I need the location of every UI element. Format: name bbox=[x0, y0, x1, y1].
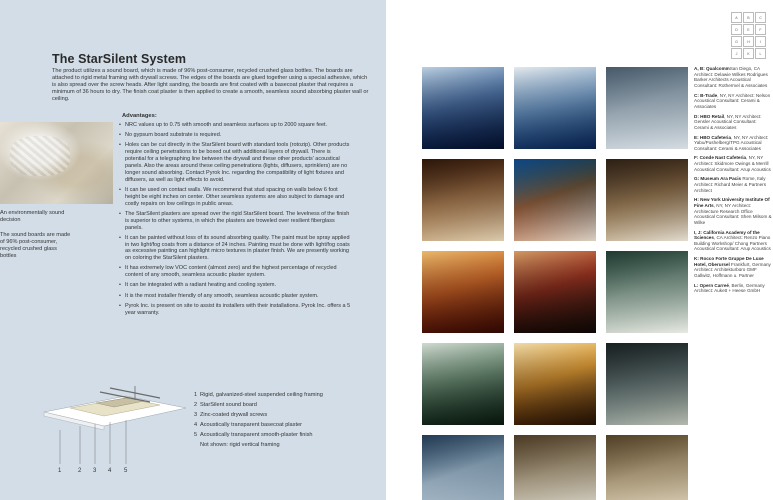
project-entry bbox=[694, 114, 772, 131]
legend-number: 3 bbox=[194, 412, 198, 418]
index-letter: E bbox=[743, 24, 754, 35]
photo-c bbox=[606, 67, 688, 149]
project-detail: Rome, Italy Architect: Richard Meier & Partners Architect bbox=[694, 176, 766, 193]
project-entry bbox=[694, 135, 772, 152]
diagram-label-2: 2 bbox=[78, 468, 82, 474]
photo-i bbox=[606, 251, 688, 333]
project-entry bbox=[694, 256, 772, 278]
legend-text: Zinc-coated drywall screws bbox=[200, 412, 268, 418]
project-detail: , Berlin, Germany Architect: Aukett + Heese GmbH bbox=[694, 282, 765, 294]
advantage-item: • It can be used on contact walls. We recommend that stud spacing on walls below 6 foot height be eight inches on center. Other seamless systems are also subject to damage and costly repairs on low ceilings in public areas. bbox=[119, 187, 351, 208]
photo-index-grid bbox=[731, 12, 766, 59]
ceiling-system-diagram bbox=[40, 378, 190, 478]
photo-d bbox=[422, 159, 504, 241]
diagram-label-3: 3 bbox=[93, 468, 97, 474]
photo-n bbox=[514, 435, 596, 500]
advantage-item: • It can be painted without loss of its sound absorbing quality. The paint must be spray applied in two light/fog coats from a distance of 24 inches. Painting must be done with light/fog coats as excessive painting can highlight micro textures in plaster finish. We are presently working on coloring the StarSilent plasters. bbox=[119, 235, 351, 263]
advantage-item: • No gypsum board substrate is required. bbox=[119, 132, 351, 139]
photo-a bbox=[422, 67, 504, 149]
project-detail: , NY, NY Architect: Gensler Acoustical Consultant: Cerami & Associates bbox=[694, 113, 762, 130]
project-detail: San Diego, CA Architect: Delawie Wilkes Rodrigues Barker Architects Acoustical Consultant: Rothermel & Associates bbox=[694, 66, 768, 88]
photo-caption-text: The sound boards are made of 96% post-consumer, recycled crushed glass bottles bbox=[0, 232, 71, 259]
project-detail: , NY, NY Architect: Nelson Acoustical Consultant: Cerami & Associates bbox=[694, 92, 771, 109]
legend-number: 5 bbox=[194, 432, 198, 438]
photo-h bbox=[514, 251, 596, 333]
legend-text: Not shown: rigid vertical framing bbox=[200, 442, 280, 448]
project-name: G: Museum Ara Pacis bbox=[694, 176, 742, 182]
index-letter: L bbox=[755, 48, 766, 59]
legend-number: 2 bbox=[194, 402, 198, 408]
advantage-item: • It has extremely low VOC content (almost zero) and the highest percentage of recycled content of any smooth, seamless acoustic plaster system. bbox=[119, 265, 351, 279]
legend-number: 4 bbox=[194, 422, 198, 428]
photo-e bbox=[514, 159, 596, 241]
index-letter: K bbox=[743, 48, 754, 59]
project-name: C: B-Trade bbox=[694, 92, 718, 98]
index-letter: H bbox=[743, 36, 754, 47]
legend-text: StarSilent sound board bbox=[200, 402, 257, 408]
index-letter: G bbox=[731, 36, 742, 47]
photo-o bbox=[606, 435, 688, 500]
project-name: L: Opern Carreé bbox=[694, 282, 729, 288]
index-letter: C bbox=[755, 12, 766, 23]
index-letter: A bbox=[731, 12, 742, 23]
project-entry bbox=[694, 66, 772, 88]
advantage-item: • It is the most installer friendly of any smooth, seamless acoustic plaster system. bbox=[119, 293, 351, 300]
left-page bbox=[0, 0, 386, 500]
project-name: K: Rocco Forte Gruppe De Luxe Hotel, Oberursel bbox=[694, 256, 764, 267]
project-entry bbox=[694, 93, 772, 110]
advantage-item: • Holes can be cut directly in the StarSilent board with standard tools (rotozip). Other products require ceiling penetrations to be boxed out with additional layers of drywall. There is potential for a telegraphing line between the drywall and these other products' acoustical panels. Also the areas around these ceiling penetrations (lights, diffusers, sprinklers) are no longer sound absorbing. Contact Pyrok Inc. regarding the compatibility of light fixtures and diffusers, as well as light effects to avoid. bbox=[119, 142, 351, 183]
project-entry bbox=[694, 176, 772, 193]
photo-l bbox=[606, 343, 688, 425]
photo-b bbox=[514, 67, 596, 149]
page-title: The StarSilent System bbox=[52, 52, 187, 66]
project-entry bbox=[694, 197, 772, 225]
legend-number: 1 bbox=[194, 392, 198, 398]
project-entry bbox=[694, 155, 772, 172]
intro-paragraph: The product utilizes a sound board, which is made of 96% post-consumer, recycled crushed glass bottles. The boards are attached to rigid metal framing with drywall screws. The edges of the boards are glued together using a special adhesive, which is also spread over the screw heads. After light sanding, the boards are first coated with a basecoat plaster that requires a minimum of 36 hours to dry. The finish coat plaster is then applied to create a smooth, seamless sound absorbing plaster wall or ceiling. bbox=[52, 68, 369, 103]
right-page bbox=[386, 0, 773, 500]
diagram-label-4: 4 bbox=[108, 468, 112, 474]
legend-item bbox=[194, 410, 323, 420]
project-name: H: New York University Institute Of Fine Arts bbox=[694, 197, 770, 208]
photo-k bbox=[514, 343, 596, 425]
legend-item bbox=[194, 430, 323, 440]
project-detail: , CA Architect: Renzo Piano Building Workshop/ Chong Partners Acoustical Consultant: Arup Acoustics bbox=[694, 235, 771, 252]
advantage-item: • Pyrok Inc. is present on site to assist its installers with their installations. Pyrok Inc. offers a 5 year warranty. bbox=[119, 303, 351, 317]
project-entry bbox=[694, 283, 772, 294]
advantage-item: • It can be integrated with a radiant heating and cooling system. bbox=[119, 282, 351, 289]
advantage-item: • The StarSilent plasters are spread over the rigid StarSilent board. The levelness of the finish is superior to other systems, in which the plasters are troweled over resilient fiberglass panels. bbox=[119, 211, 351, 232]
legend-text: Acoustically transparent smooth-plaster finish bbox=[200, 432, 313, 438]
index-letter: I bbox=[755, 36, 766, 47]
photo-m bbox=[422, 435, 504, 500]
index-letter: D bbox=[731, 24, 742, 35]
legend-item bbox=[194, 440, 323, 450]
legend-text: Rigid, galvanized-steel suspended ceiling framing bbox=[200, 392, 323, 398]
index-letter: J bbox=[731, 48, 742, 59]
diagram-label-1: 1 bbox=[58, 468, 62, 474]
project-name: A, B: Qualcomm bbox=[694, 66, 730, 71]
project-detail: Frankfurt, Germany Architect: Architekturbüro GMF Gallwitz, Hoffmann u. Partner bbox=[694, 261, 771, 278]
advantages-heading: Advantages: bbox=[122, 113, 157, 119]
sound-board-sample-photo bbox=[0, 122, 113, 204]
legend-text: Acoustically transparent basecoat plaster bbox=[200, 422, 302, 428]
legend-item bbox=[194, 400, 323, 410]
project-name: F: Conde Nast Cafeteria bbox=[694, 155, 747, 161]
project-detail: , NY, NY Architect: Yabu/Pushelberg/TPG Acoustical Consultant: Cerami & Associates bbox=[694, 134, 769, 151]
photo-caption-heading: An environmentally sound decision bbox=[0, 210, 65, 223]
diagram-legend bbox=[194, 390, 323, 450]
photo-g bbox=[422, 251, 504, 333]
project-list bbox=[694, 66, 772, 298]
project-name: E: HBO Cafeteria bbox=[694, 134, 732, 140]
project-name: I, J: California Academy of the Sciences bbox=[694, 229, 760, 241]
advantage-item: • NRC values up to 0.75 with smooth and seamless surfaces up to 2000 square feet. bbox=[119, 122, 351, 129]
project-name: D: HBO Retail bbox=[694, 113, 725, 119]
index-letter: F bbox=[755, 24, 766, 35]
project-entry bbox=[694, 230, 772, 252]
photo-j bbox=[422, 343, 504, 425]
advantages-list bbox=[119, 122, 351, 320]
diagram-label-5: 5 bbox=[124, 468, 128, 474]
legend-item bbox=[194, 420, 323, 430]
photo-f bbox=[606, 159, 688, 241]
project-detail: , NY, NY Architect: Skidmore Owings & Merrill Acoustical Consultant: Arup Acoustics bbox=[694, 155, 771, 172]
project-detail: , NY, NY Architect: Architecture Research Office Acoustical Consultant: Shen Milsom & Wilke bbox=[694, 203, 772, 225]
index-letter: B bbox=[743, 12, 754, 23]
legend-item bbox=[194, 390, 323, 400]
